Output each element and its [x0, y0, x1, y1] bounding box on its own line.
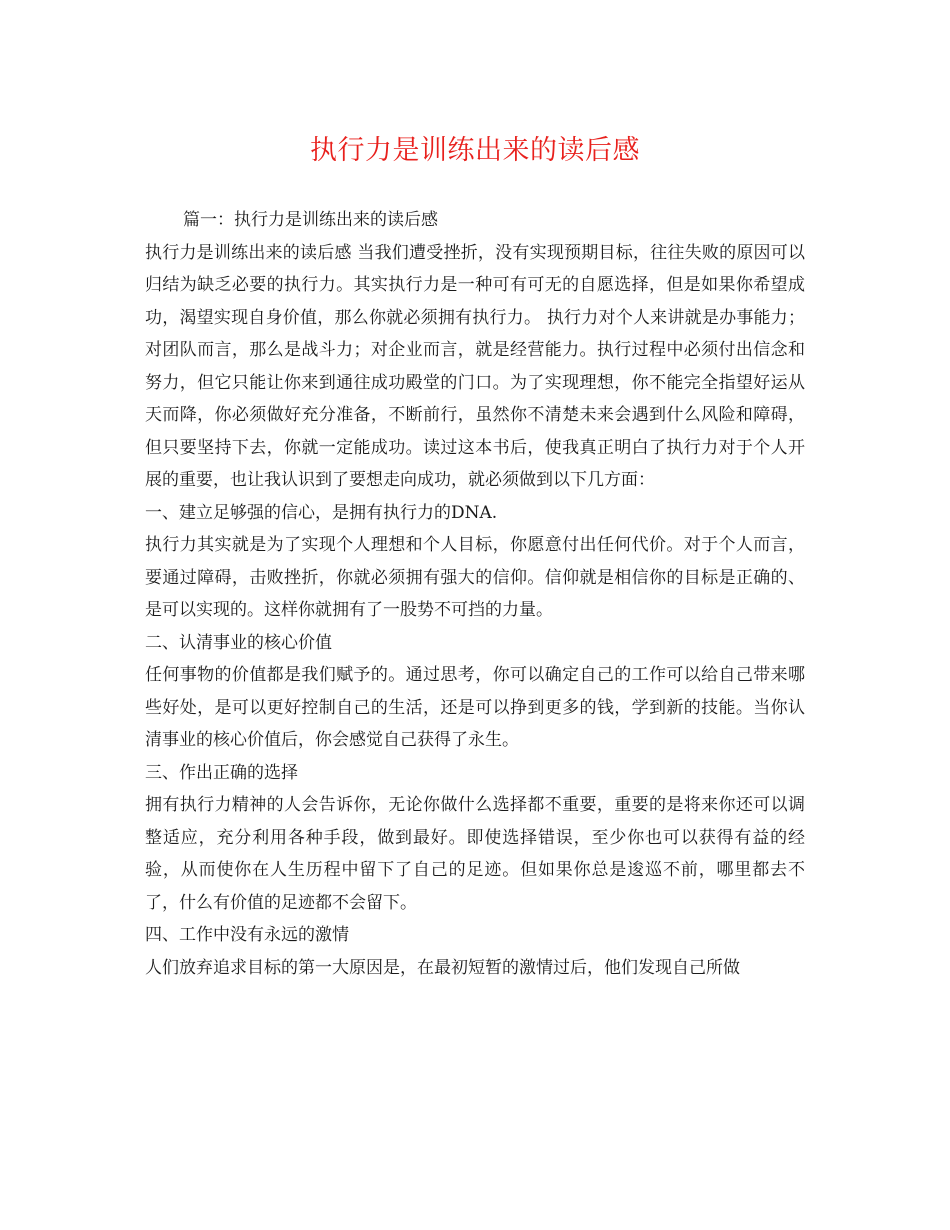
document-body	[145, 204, 805, 984]
paragraph-three: 拥有执行力精神的人会告诉你，无论你做什么选择都不重要，重要的是将来你还可以调整适应，充分利用各种手段，做到最好。即使选择错误，至少你也可以获得有益的经验，从而使你在人生历程中留下了自己的足迹。但如果你总是逡巡不前，哪里都去不了，什么有价值的足迹都不会留下。	[145, 795, 805, 913]
section-heading-two: 二、认清事业的核心价值	[145, 632, 332, 653]
section-heading-chapter-one: 篇一：执行力是训练出来的读后感	[183, 210, 438, 230]
section-heading-three: 三、作出正确的选择	[145, 762, 298, 783]
paragraph-four: 人们放弃追求目标的第一大原因是，在最初短暂的激情过后，他们发现自己所做	[145, 957, 740, 978]
paragraph-one: 执行力其实就是为了实现个人理想和个人目标，你愿意付出任何代价。对于个人而言，要通过障碍，击败挫折，你就必须拥有强大的信仰。信仰就是相信你的目标是正确的、是可以实现的。这样你就拥有了一股势不可挡的力量。	[145, 535, 805, 620]
paragraph-intro: 执行力是训练出来的读后感 当我们遭受挫折，没有实现预期目标，往往失败的原因可以归结为缺乏必要的执行力。其实执行力是一种可有可无的自愿选择，但是如果你希望成功，渴望实现自身价值，那么你就必须拥有执行力。 执行力对个人来讲就是办事能力；对团队而言，那么是战斗力；对企业而言，就是经营能力。执行过程中必须付出信念和努力，但它只能让你来到通往成功殿堂的门口。为了实现理想，你不能完全指望好运从天而降，你必须做好充分准备，不断前行，虽然你不清楚未来会遇到什么风险和障碍，但只要坚持下去，你就一定能成功。读过这本书后，使我真正明白了执行力对于个人开展的重要，也让我认识到了要想走向成功，就必须做到以下几方面：	[145, 242, 805, 490]
document-title: 执行力是训练出来的读后感	[310, 135, 640, 166]
paragraph-two: 任何事物的价值都是我们赋予的。通过思考，你可以确定自己的工作可以给自己带来哪些好处，是可以更好控制自己的生活，还是可以挣到更多的钱，学到新的技能。当你认清事业的核心价值后，你会感觉自己获得了永生。	[145, 665, 805, 750]
section-heading-four: 四、工作中没有永远的激情	[145, 925, 349, 945]
section-heading-one: 一、建立足够强的信心，是拥有执行力的DNA.	[145, 502, 498, 523]
